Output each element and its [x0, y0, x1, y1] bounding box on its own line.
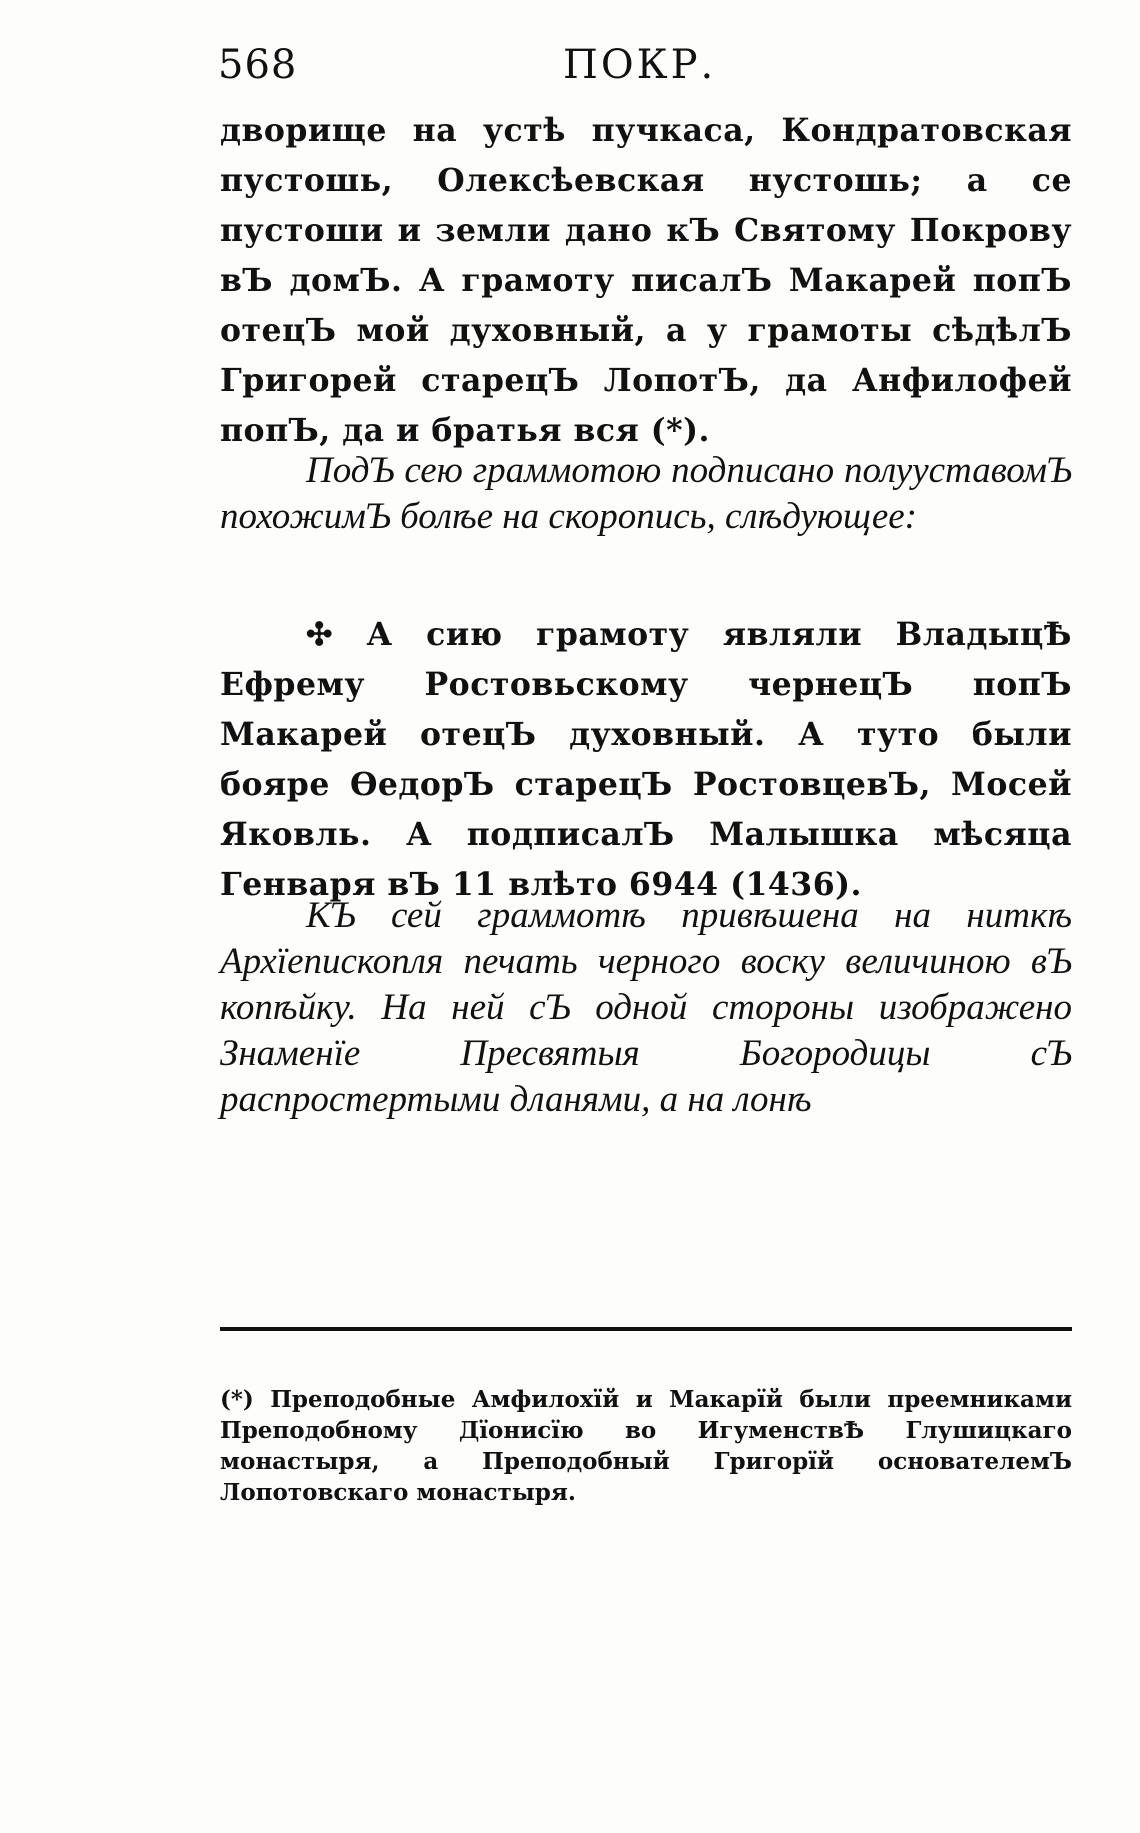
body-paragraph-signature-note: ПодЪ сею граммотою подписано полууставомЪ похожимЪ болѣе на скоропись, слѣдующее: [220, 450, 1072, 537]
page-header [218, 42, 1068, 92]
body-paragraph-seal-description: КЪ сей граммотѣ привѣшена на ниткѣ Архїепископля печать черного воску величиною вЪ копѣйку. На ней сЪ одной стороны изображено Знаменїе Пресвятыя Богородицы сЪ распростертыми дланями, а на лонѣ [220, 895, 1072, 1120]
body-paragraph-signature-text: ✣ А сию грамоту являли ВладыцѢ Ефрему Ростовьскому чернецЪ попЪ Макарей отецЪ духовный. А туто были бояре ѲедорЪ старецЪ РостовцевЪ, Мосей Яковль. А подписалЪ Малышка мѣсяца Генваря вЪ 11 влѣто 6944 (1436). [220, 616, 1072, 903]
page-number: 568 [218, 42, 298, 88]
footnote: (*) Преподобные Амфилохїй и Макарїй были преемниками Преподобному Дїонисїю во ИгуменствѢ Глушицкаго монастыря, а Преподобный Григорїй основателемЪ Лопотовскаго монастыря. [220, 1386, 1072, 1506]
running-head: ПОКР. [563, 42, 717, 88]
body-paragraph-charter-end: дворище на устѣ пучкаса, Кондратовская пустошь, Олексѣевская нустошь; а се пустоши и земли дано кЪ Святому Покрову вЪ домЪ. А грамоту писалЪ Макарей попЪ отецЪ мой духовный, а у грамоты сѣдѣлЪ Григорей старецЪ ЛопотЪ, да Анфилофей попЪ, да и братья вся (*). [220, 112, 1072, 449]
footnote-divider [220, 1327, 1072, 1331]
